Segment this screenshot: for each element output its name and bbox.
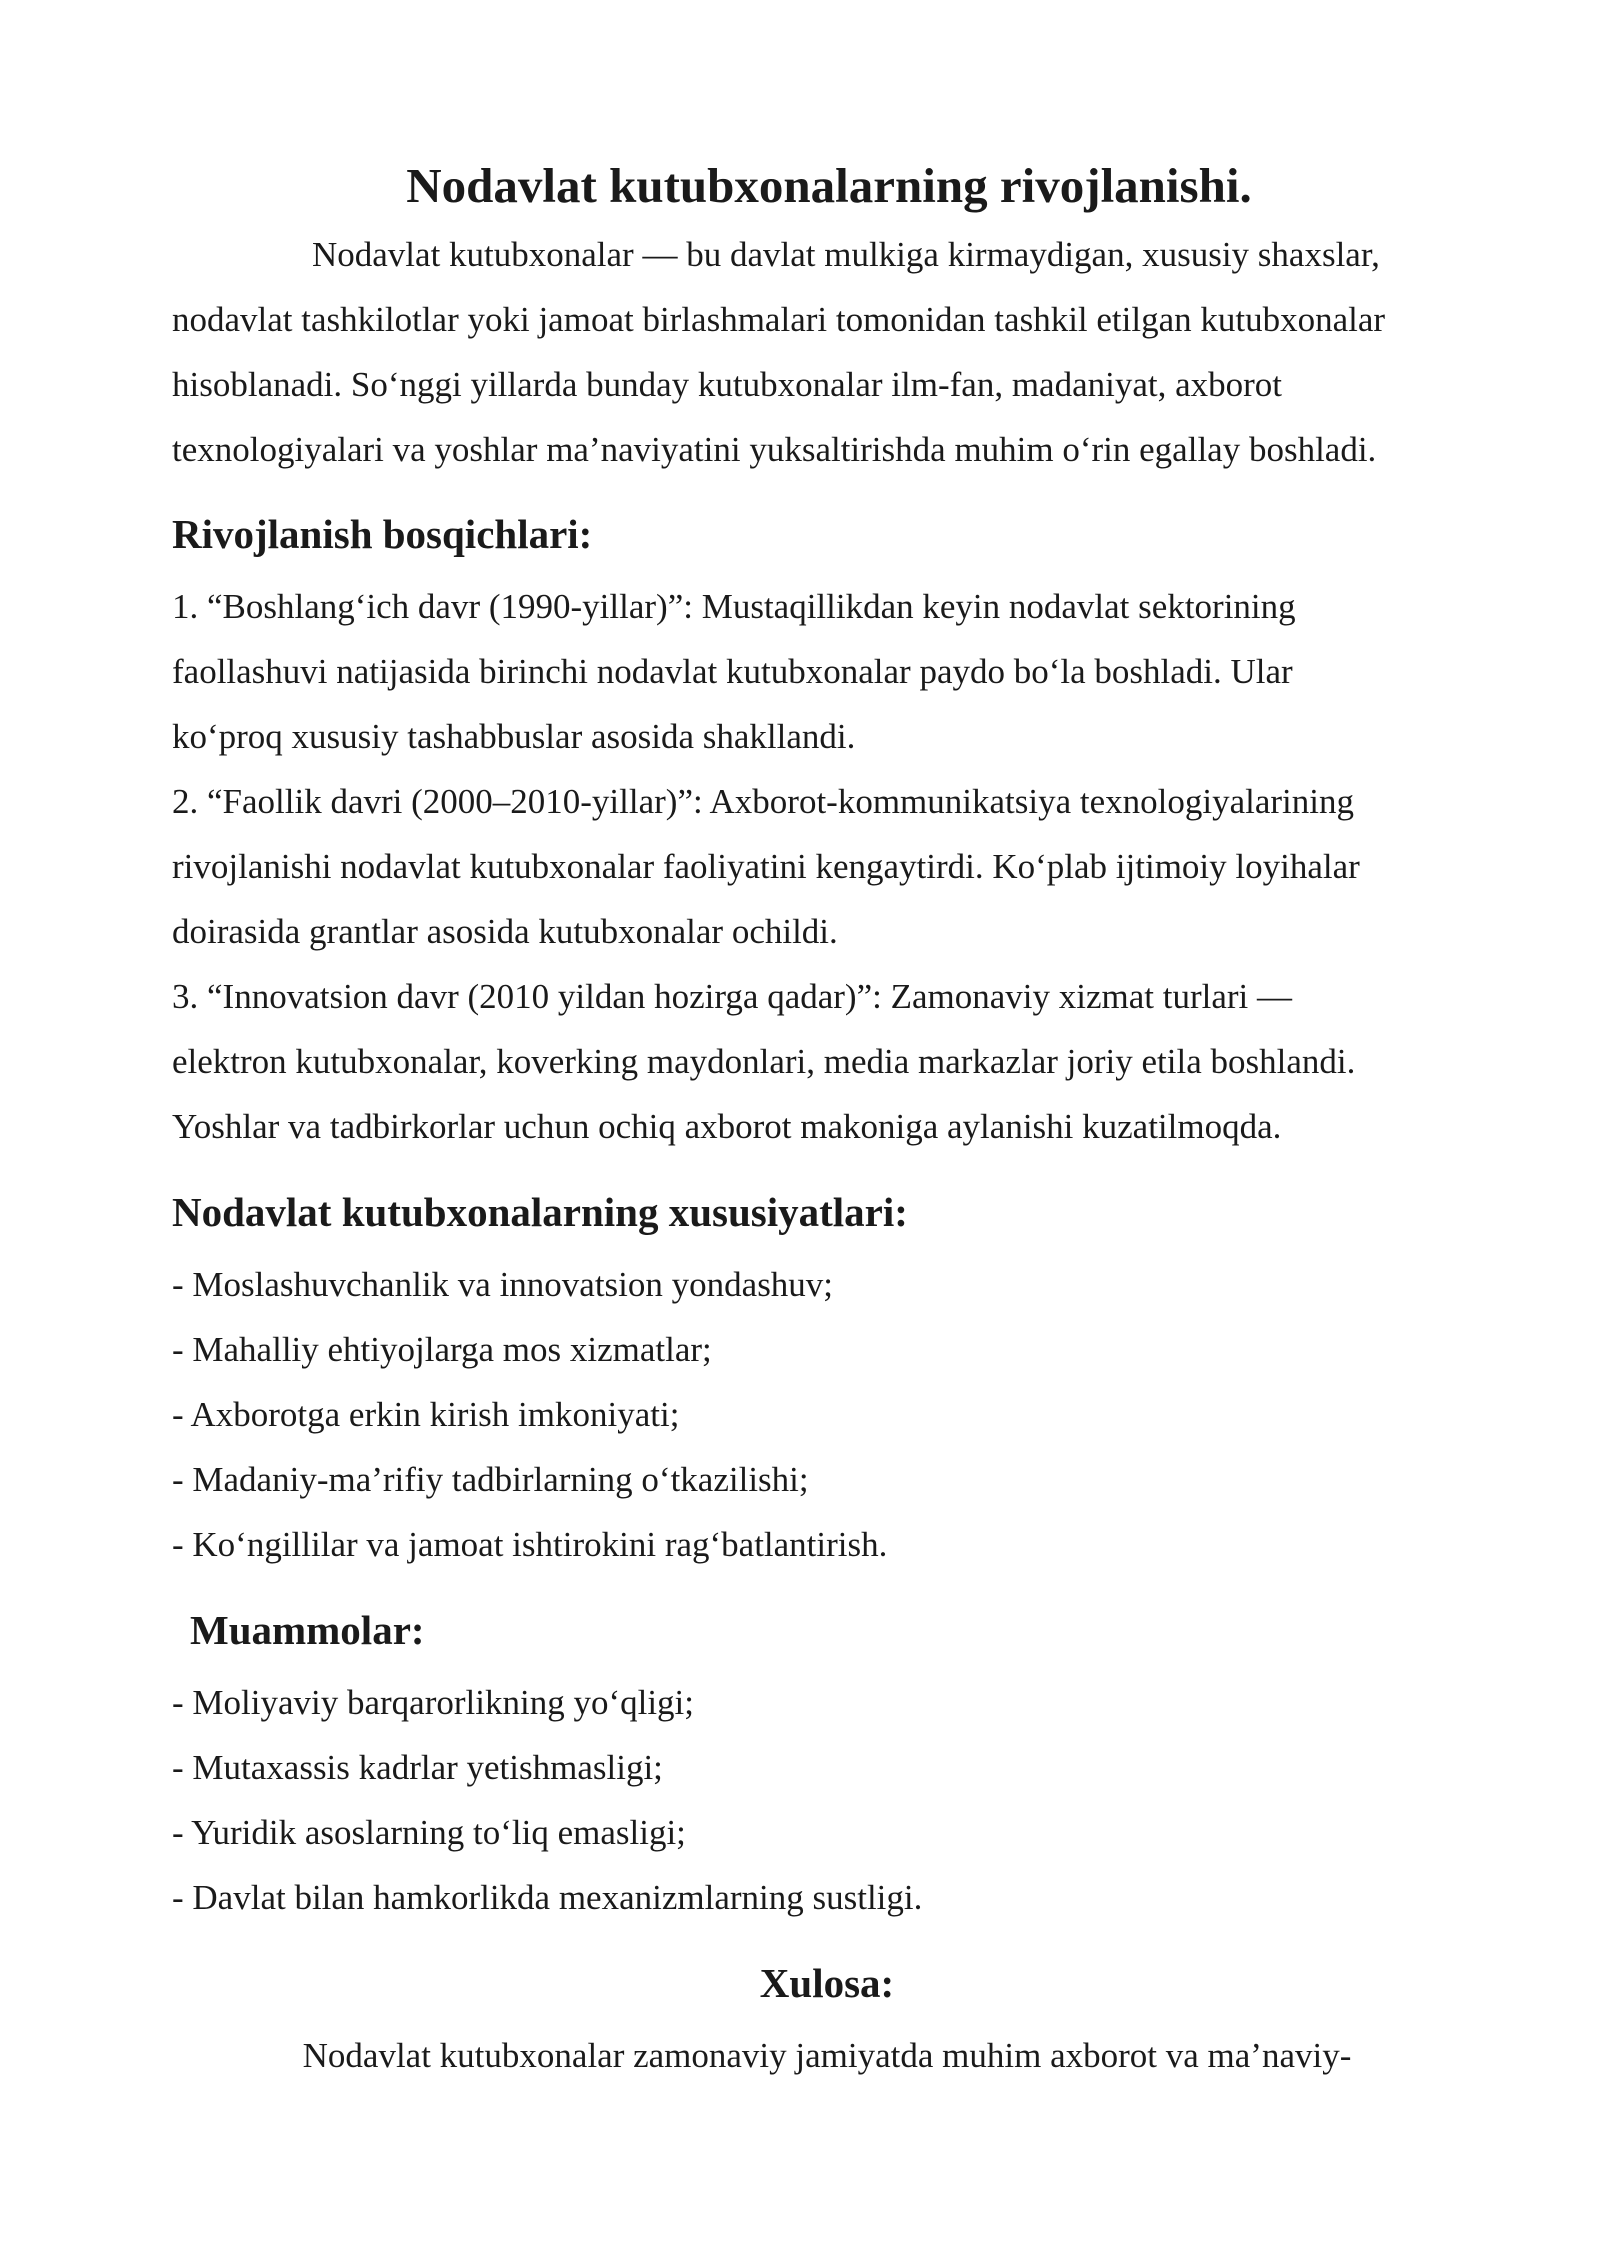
intro-line: hisoblanadi. So‘nggi yillarda bunday kutubxonalar ilm-fan, madaniyat, axborot (172, 365, 1283, 404)
features-list-item: - Moslashuvchanlik va innovatsion yondashuv; (172, 1265, 834, 1304)
problems-list-item: - Yuridik asoslarning to‘liq emasligi; (172, 1813, 686, 1852)
stages-line: rivojlanishi nodavlat kutubxonalar faoliyatini kengaytirdi. Ko‘plab ijtimoiy loyihalar (172, 847, 1360, 886)
stages-line: 3. “Innovatsion davr (2010 yildan hozirga qadar)”: Zamonaviy xizmat turlari — (172, 977, 1292, 1016)
problems-list-item: - Moliyaviy barqarorlikning yo‘qligi; (172, 1683, 694, 1722)
intro-line: Nodavlat kutubxonalar — bu davlat mulkiga kirmaydigan, xususiy shaxslar, (312, 235, 1380, 274)
section-heading-conclusion: Xulosa: (759, 1960, 895, 2006)
stages-line: elektron kutubxonalar, koverking maydonlari, media markazlar joriy etila boshlandi. (172, 1042, 1356, 1081)
intro-line: texnologiyalari va yoshlar ma’naviyatini yuksaltirishda muhim o‘rin egallay boshladi. (172, 430, 1377, 469)
conclusion-text: Nodavlat kutubxonalar zamonaviy jamiyatda muhim axborot va ma’naviy- (302, 2036, 1352, 2075)
problems-list-item: - Mutaxassis kadrlar yetishmasligi; (172, 1748, 663, 1787)
problems-list (172, 1670, 1482, 1930)
section-heading-stages: Rivojlanish bosqichlari: (172, 511, 593, 557)
features-list-item: - Madaniy-ma’rifiy tadbirlarning o‘tkazilishi; (172, 1460, 809, 1499)
stages-line: faollashuvi natijasida birinchi nodavlat kutubxonalar paydo bo‘la boshladi. Ular (172, 652, 1293, 691)
stages-line: 1. “Boshlang‘ich davr (1990-yillar)”: Mustaqillikdan keyin nodavlat sektorining (172, 587, 1296, 626)
stages-line: Yoshlar va tadbirkorlar uchun ochiq axborot makoniga aylanishi kuzatilmoqda. (172, 1107, 1282, 1146)
stages-line: 2. “Faollik davri (2000–2010-yillar)”: Axborot-kommunikatsiya texnologiyalarining (172, 782, 1355, 821)
document-page (172, 150, 1482, 2088)
intro-line: nodavlat tashkilotlar yoki jamoat birlashmalari tomonidan tashkil etilgan kutubxonalar (172, 300, 1386, 339)
section-heading-problems: Muammolar: (190, 1607, 425, 1653)
intro-paragraph (172, 222, 1482, 482)
problems-list-item: - Davlat bilan hamkorlikda mexanizmlarning sustligi. (172, 1878, 923, 1917)
features-list-item: - Axborotga erkin kirish imkoniyati; (172, 1395, 680, 1434)
features-list-item: - Mahalliy ehtiyojlarga mos xizmatlar; (172, 1330, 712, 1369)
document-title: Nodavlat kutubxonalarning rivojlanishi. (406, 158, 1252, 213)
section-heading-features: Nodavlat kutubxonalarning xususiyatlari: (172, 1189, 908, 1235)
stages-line: ko‘proq xususiy tashabbuslar asosida shakllandi. (172, 717, 856, 756)
stages-section (172, 574, 1482, 1159)
features-list (172, 1252, 1482, 1577)
stages-line: doirasida grantlar asosida kutubxonalar ochildi. (172, 912, 838, 951)
features-list-item: - Ko‘ngillilar va jamoat ishtirokini rag‘batlantirish. (172, 1525, 888, 1564)
